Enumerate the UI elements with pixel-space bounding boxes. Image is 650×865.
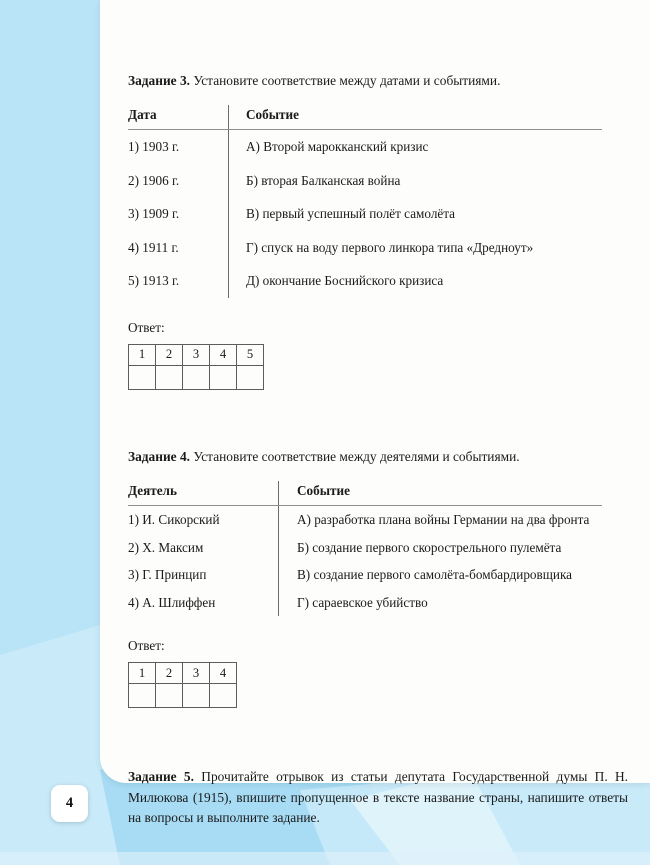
table-row	[128, 505, 602, 533]
table-row	[128, 130, 602, 164]
table-row	[128, 561, 602, 589]
table-header-row	[128, 105, 602, 130]
answer-cell[interactable]	[129, 684, 156, 708]
answer-cell[interactable]	[183, 365, 210, 389]
table-row	[128, 589, 602, 617]
task-3-right-item: А) Второй марокканский кризис	[229, 130, 603, 164]
task-4-right-item: А) разработка плана войны Германии на два фронта	[279, 505, 603, 533]
task-3-left-item: 4) 1911 г.	[128, 239, 179, 255]
task-3-left-item: 1) 1903 г.	[128, 139, 180, 155]
answer-cell[interactable]	[129, 365, 156, 389]
column-header-date: Дата	[128, 105, 229, 130]
answer-grid-input-row[interactable]	[129, 365, 264, 389]
page-number: 4	[51, 785, 88, 822]
answer-cell[interactable]	[237, 365, 264, 389]
task-4-left-item: 1) И. Сикорский	[128, 511, 220, 527]
column-header-event: Событие	[279, 481, 603, 506]
column-header-person: Деятель	[128, 481, 279, 506]
answer-grid-column-number: 2	[156, 663, 183, 684]
table-row	[128, 197, 602, 231]
task-4-answer-grid[interactable]	[128, 662, 237, 708]
task-4-left-item: 3) Г. Принцип	[128, 567, 207, 583]
task-3-left-item: 5) 1913 г.	[128, 273, 180, 289]
task-3-right-item: Г) спуск на воду первого линкора типа «Дредноут»	[229, 231, 603, 265]
table-row	[128, 231, 602, 265]
task-5-section	[128, 708, 628, 829]
answer-grid-column-number: 1	[129, 344, 156, 365]
answer-grid-column-number: 3	[183, 344, 210, 365]
task-4-right-item: Г) сараевское убийство	[279, 589, 603, 617]
answer-grid-column-number: 2	[156, 344, 183, 365]
task-5-label: Задание 5.	[128, 769, 194, 785]
answer-grid-header-row	[129, 344, 264, 365]
table-header-row	[128, 481, 602, 506]
task-4-match-table	[128, 481, 602, 616]
task-3-right-item: Б) вторая Балканская война	[229, 164, 603, 198]
table-row	[128, 164, 602, 198]
task-3-answer-area	[128, 320, 628, 390]
task-4-right-item: Б) создание первого скорострельного пулемёта	[279, 534, 603, 562]
task-3-right-item: В) первый успешный полёт самолёта	[229, 197, 603, 231]
answer-cell[interactable]	[210, 365, 237, 389]
task-5-prompt	[128, 767, 628, 828]
task-3-left-item: 3) 1909 г.	[128, 206, 180, 222]
answer-cell[interactable]	[156, 365, 183, 389]
answer-grid-header-row	[129, 663, 237, 684]
answer-cell[interactable]	[156, 684, 183, 708]
page-content	[128, 0, 628, 842]
answer-grid-input-row[interactable]	[129, 684, 237, 708]
answer-grid-column-number: 4	[210, 663, 237, 684]
answer-grid-column-number: 5	[237, 344, 264, 365]
task-4-prompt	[128, 447, 628, 467]
task-5-prompt-text: Прочитайте отрывок из статьи депутата Государственной думы П. Н. Милюкова (1915), впишите пропущенное в тексте название страны, напишите ответы на вопросы и выполните задание.	[128, 769, 628, 826]
table-row	[128, 264, 602, 298]
table-row	[128, 534, 602, 562]
task-4-left-item: 4) А. Шлиффен	[128, 594, 216, 610]
task-3-prompt	[128, 71, 628, 91]
answer-cell[interactable]	[210, 684, 237, 708]
task-4-left-item: 2) Х. Максим	[128, 539, 204, 555]
task-3-right-item: Д) окончание Боснийского кризиса	[229, 264, 603, 298]
task-3-section	[128, 0, 628, 390]
task-4-prompt-text: Установите соответствие между деятелями и событиями.	[193, 449, 520, 465]
answer-grid-column-number: 1	[129, 663, 156, 684]
task-3-answer-label: Ответ:	[128, 319, 165, 335]
column-header-event: Событие	[229, 105, 603, 130]
task-3-match-table	[128, 105, 602, 298]
answer-grid-column-number: 3	[183, 663, 210, 684]
task-4-section	[128, 390, 628, 708]
task-3-label: Задание 3.	[128, 73, 190, 89]
task-4-answer-area	[128, 638, 628, 708]
answer-grid-column-number: 4	[210, 344, 237, 365]
task-3-prompt-text: Установите соответствие между датами и событиями.	[193, 73, 501, 89]
answer-cell[interactable]	[183, 684, 210, 708]
task-3-answer-grid[interactable]	[128, 344, 264, 390]
task-3-left-item: 2) 1906 г.	[128, 172, 180, 188]
task-4-label: Задание 4.	[128, 449, 190, 465]
task-4-answer-label: Ответ:	[128, 638, 165, 654]
task-4-right-item: В) создание первого самолёта-бомбардировщика	[279, 561, 603, 589]
